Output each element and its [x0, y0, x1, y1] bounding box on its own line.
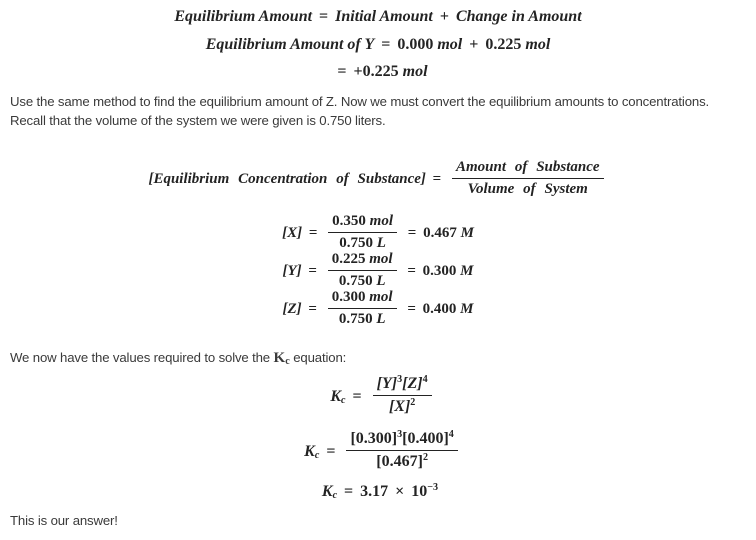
equals-sign: =: [381, 36, 391, 53]
concentration-z-label: [Z]: [282, 301, 302, 318]
equilibrium-concentration-label-text: Equilibrium Concentration of Substance: [153, 171, 421, 188]
definition-fraction: [452, 159, 604, 198]
kc-symbol-letter: K: [321, 483, 333, 500]
kc-numeric-fraction: [346, 430, 457, 472]
concentration-x-denominator-unit: L: [376, 234, 386, 251]
equals-sign: =: [407, 301, 416, 318]
plus-sign: +: [439, 8, 449, 25]
concentration-y-label: [Y]: [282, 263, 302, 280]
kc-numeric-denominator-base: [0.467]: [376, 453, 423, 471]
concentration-x-fraction: [328, 213, 397, 252]
kc-numerator-second-exponent: 4: [422, 373, 428, 385]
equals-sign: =: [432, 171, 442, 188]
result-sign: +: [353, 63, 363, 80]
initial-amount-unit: mol: [437, 36, 463, 53]
equation-kc-symbolic: [0, 373, 756, 418]
kc-symbolic-numerator: [373, 375, 432, 396]
kc-numeric-numerator: [346, 430, 457, 451]
kc-numeric-numerator-first-exponent: 3: [397, 428, 403, 440]
kc-denominator-base: [X]: [388, 398, 411, 416]
concentration-z-fraction: [328, 289, 397, 328]
equation-concentration-z: [0, 290, 756, 329]
concentration-z-numerator: [328, 289, 397, 309]
concentration-y-fraction: [328, 251, 397, 290]
concentration-y-denominator-unit: L: [376, 272, 386, 289]
plus-sign: +: [469, 36, 479, 53]
equation-concentration-definition: [0, 160, 756, 199]
equals-sign: =: [326, 442, 336, 460]
equation-equilibrium-amount-relation: [0, 8, 756, 26]
kc-inline-symbol-subscript: c: [285, 356, 290, 368]
result-unit: mol: [402, 63, 428, 80]
multiplication-sign: ×: [395, 483, 405, 500]
kc-numeric-numerator-second-exponent: 4: [448, 428, 454, 440]
concentration-z-result-unit: M: [460, 301, 474, 318]
kc-result-exponent: −3: [427, 481, 439, 493]
concentration-x-numerator: [328, 213, 397, 233]
concentration-x-numerator-unit: mol: [369, 213, 393, 230]
concentration-x-result-unit: M: [460, 225, 474, 242]
kc-numeric-denominator: [346, 451, 457, 472]
concentration-x-denominator: [328, 233, 397, 253]
kc-intro-before: We now have the values required to solve the: [10, 350, 274, 365]
concentration-y-denominator-value: 0.750: [338, 272, 373, 289]
kc-numerator-second-base: [Z]: [402, 375, 423, 393]
kc-numeric-numerator-first-base: [0.300]: [350, 430, 398, 448]
equals-sign: =: [308, 225, 318, 242]
kc-symbol: [304, 443, 319, 460]
kc-result-mantissa: 3.17: [360, 483, 389, 500]
concentration-y-numerator-unit: mol: [369, 251, 393, 268]
equation-concentration-y: [0, 252, 756, 291]
kc-denominator-exponent: 2: [410, 396, 416, 408]
equals-sign: =: [407, 225, 417, 242]
concentration-z-result-value: 0.400: [422, 301, 457, 318]
kc-numerator-first-exponent: 3: [397, 373, 403, 385]
paragraph-answer-note: This is our answer!: [10, 513, 118, 528]
equation-equilibrium-amount-of-y-result: [0, 63, 756, 81]
kc-symbol-letter: K: [330, 387, 342, 405]
kc-symbol-letter: K: [304, 442, 315, 460]
concentration-y-numerator-value: 0.225: [331, 251, 366, 268]
kc-numeric-numerator-second-base: [0.400]: [402, 430, 449, 448]
kc-inline-symbol-letter: K: [273, 350, 286, 366]
concentration-x-result-value: 0.467: [423, 225, 457, 242]
equals-sign: =: [308, 263, 317, 280]
definition-numerator: Amount of Substance: [452, 159, 604, 179]
initial-amount-value: 0.000: [397, 36, 434, 53]
change-in-amount-term: Change in Amount: [455, 8, 582, 25]
kc-symbol-subscript: c: [341, 394, 346, 406]
equals-sign: =: [308, 301, 317, 318]
initial-amount-term: Initial Amount: [335, 8, 433, 25]
equation-concentration-x: [0, 214, 756, 253]
result-value: 0.225: [362, 63, 399, 80]
equilibrium-concentration-label: [Equilibrium Concentration of Substance]: [148, 171, 426, 188]
equals-sign: =: [352, 387, 362, 405]
kc-symbolic-denominator: [373, 396, 432, 417]
equation-kc-numeric: [0, 428, 756, 473]
kc-result-base: 10: [411, 483, 428, 500]
equals-sign: =: [319, 8, 329, 25]
concentration-z-denominator: [328, 309, 397, 329]
kc-symbol: [322, 483, 337, 500]
concentration-y-denominator: [328, 271, 397, 291]
kc-symbol-subscript: c: [314, 449, 320, 461]
concentration-y-numerator: [328, 251, 397, 271]
concentration-x-numerator-value: 0.350: [332, 213, 366, 230]
concentration-x-denominator-value: 0.750: [339, 234, 373, 251]
equilibrium-amount-of-y-label: Equilibrium Amount of Y: [205, 36, 375, 53]
concentration-z-numerator-unit: mol: [369, 289, 393, 306]
concentration-z-numerator-value: 0.300: [331, 289, 366, 306]
kc-symbolic-fraction: [373, 375, 432, 417]
kc-symbol: [330, 388, 345, 405]
concentration-z-denominator-unit: L: [376, 310, 386, 327]
kc-inline-symbol: [274, 350, 290, 366]
concentration-x-label: [X]: [282, 225, 303, 242]
equals-sign: =: [337, 63, 347, 80]
kc-intro-after: equation:: [289, 350, 347, 365]
concentration-z-denominator-value: 0.750: [338, 310, 373, 327]
paragraph-kc-intro: [10, 348, 746, 371]
definition-denominator: Volume of System: [467, 180, 588, 197]
equation-equilibrium-amount-of-y: [0, 36, 756, 54]
equals-sign: =: [407, 263, 416, 280]
change-amount-unit: mol: [525, 36, 551, 53]
equals-sign: =: [344, 483, 354, 500]
change-amount-value: 0.225: [485, 36, 522, 53]
equilibrium-amount-term: Equilibrium Amount: [174, 8, 313, 25]
kc-symbol-subscript: c: [332, 490, 338, 502]
kc-numeric-denominator-exponent: 2: [422, 451, 428, 463]
concentration-y-result-value: 0.300: [422, 263, 457, 280]
concentration-y-result-unit: M: [460, 263, 474, 280]
kc-numerator-first-base: [Y]: [376, 375, 398, 393]
paragraph-method-note: Use the same method to find the equilibrium amount of Z. Now we must convert the equilibrium amounts to concentrations. Recall that the volume of the system we were given is 0.750 liters.: [10, 94, 710, 128]
equation-kc-result: [0, 483, 756, 501]
